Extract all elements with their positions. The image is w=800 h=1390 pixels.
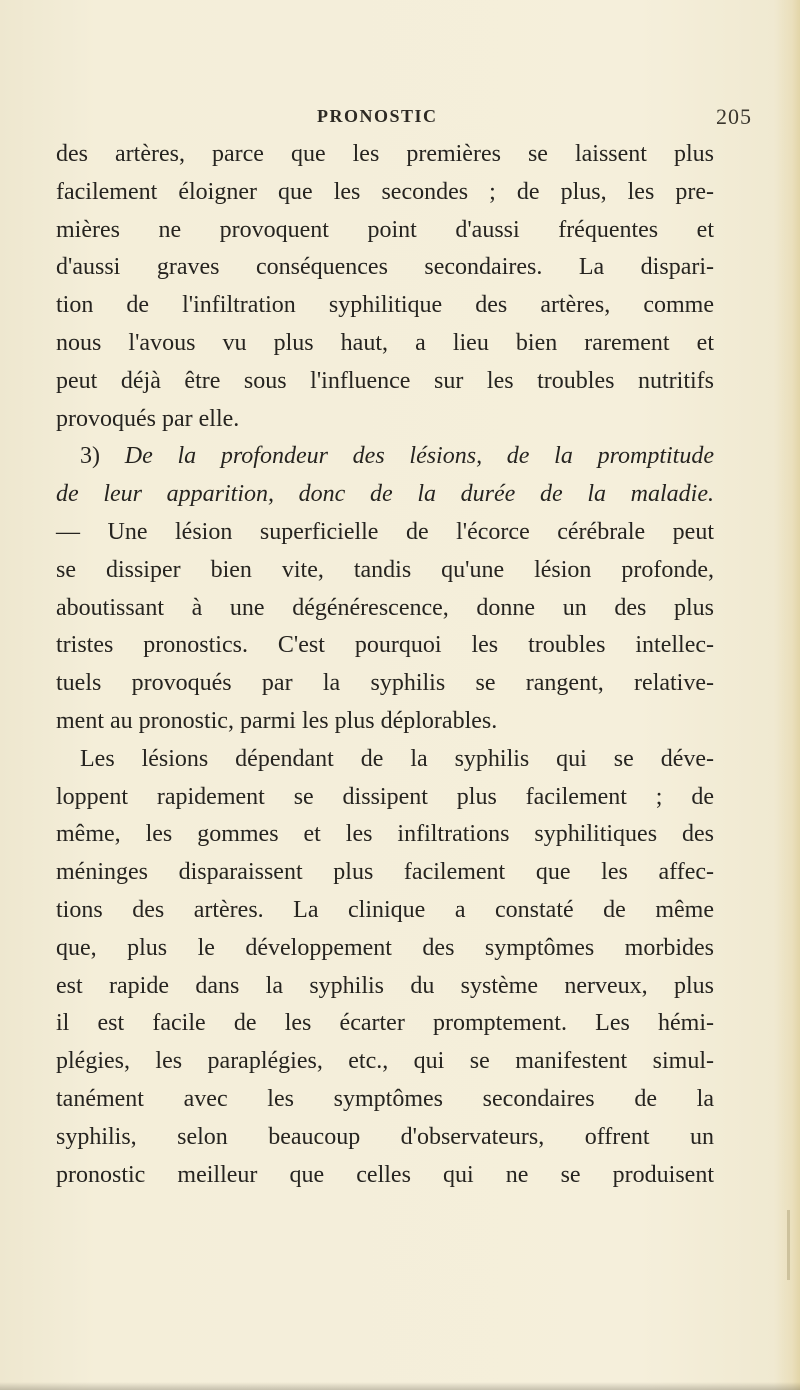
text-line: tion de l'infiltration syphilitique des artères, comme [56,292,714,319]
text-line: peut déjà être sous l'influence sur les troubles nutritifs [56,367,714,394]
text-line: mières ne provoquent point d'aussi fréquentes et [56,216,714,243]
text-line: loppent rapidement se dissipent plus facilement ; de [56,783,714,810]
section-heading [56,438,714,476]
text-line: tions des artères. La clinique a constaté de même [56,896,714,923]
page-edge-mark [787,1210,790,1280]
text-line: méninges disparaissent plus facilement que les affec- [56,859,714,886]
text-line: — Une lésion superficielle de l'écorce cérébrale peut [56,518,714,545]
page-number: 205 [716,104,752,129]
text-line: est rapide dans la syphilis du système nerveux, plus [56,972,714,999]
text-line: que, plus le développement des symptômes morbides [56,934,714,961]
text-line: même, les gommes et les infiltrations syphilitiques des [56,821,714,848]
text-line: provoqués par elle. [56,405,240,432]
text-line: pronostic meilleur que celles qui ne se produisent [56,1161,714,1188]
text-line: facilement éloigner que les secondes ; de plus, les pre- [56,178,714,205]
text-line: aboutissant à une dégénérescence, donne un des plus [56,594,714,621]
text-line: d'aussi graves conséquences secondaires. La dispari- [56,254,714,281]
section-heading-continued: de leur apparition, donc de la durée de la maladie. [56,481,714,508]
text-line: il est facile de les écarter promptement. Les hémi- [56,1010,714,1037]
body-text [56,136,714,1194]
text-line: des artères, parce que les premières se laissent plus [56,141,714,167]
text-line: tuels provoqués par la syphilis se rangent, relative- [56,670,714,697]
page-edge-shadow [774,0,800,1390]
page-bottom-shadow [0,1382,800,1390]
section-heading-text: De la profondeur des lésions, de la promptitude [124,443,714,470]
text-line: tanément avec les symptômes secondaires de la [56,1085,714,1112]
text-line: nous l'avous vu plus haut, a lieu bien rarement et [56,329,714,356]
running-head [0,106,800,136]
paragraph-first-line: Les lésions dépendant de la syphilis qui se déve- [80,745,714,772]
text-line: syphilis, selon beaucoup d'observateurs, offrent un [56,1123,714,1150]
text-line: ment au pronostic, parmi les plus déplorables. [56,707,498,734]
text-line: plégies, les paraplégies, etc., qui se manifestent simul- [56,1048,714,1075]
text-line: tristes pronostics. C'est pourquoi les troubles intellec- [56,632,714,659]
running-title: PRONOSTIC [317,106,438,126]
text-line: se dissiper bien vite, tandis qu'une lésion profonde, [56,556,714,583]
section-number: 3) [80,443,100,470]
